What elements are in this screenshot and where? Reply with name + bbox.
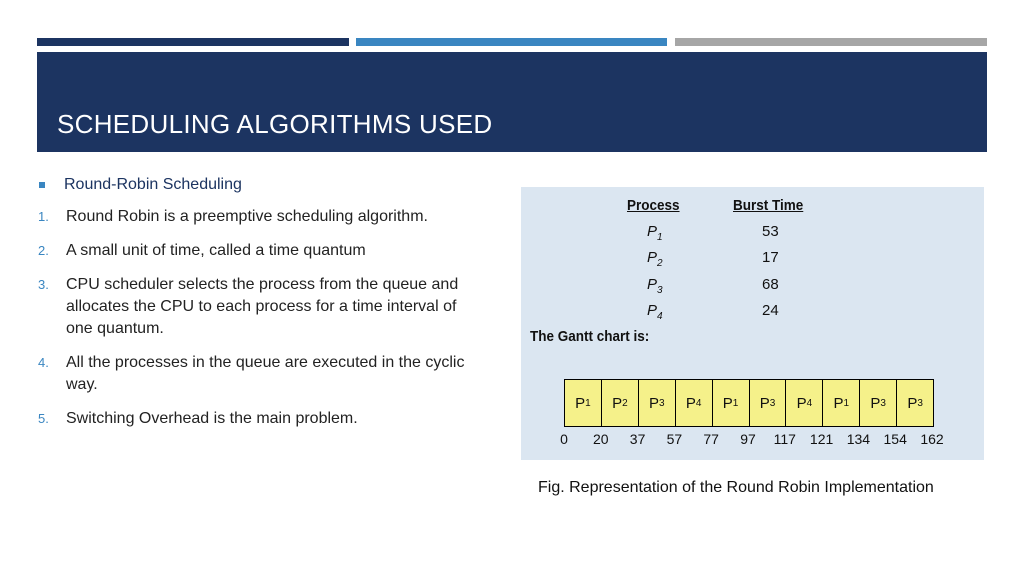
list-item	[38, 274, 478, 340]
process-letter: P	[647, 249, 658, 266]
gantt-process-letter: P	[870, 394, 881, 412]
top-bar-blue	[356, 38, 667, 46]
list-item-number: 2.	[38, 243, 49, 258]
process-letter: P	[647, 276, 658, 293]
bullet-heading	[38, 176, 478, 194]
time-tick: 20	[593, 431, 609, 447]
list-item-text: All the processes in the queue are executed in the cyclic way.	[66, 354, 465, 393]
time-tick: 162	[920, 431, 944, 447]
time-tick: 37	[629, 431, 646, 447]
content-list	[38, 176, 478, 442]
gantt-process-subscript: 1	[585, 397, 591, 409]
list-item-number: 4.	[38, 355, 49, 370]
burst-cell: 68	[762, 276, 779, 293]
title-banner	[37, 52, 987, 152]
gantt-process-letter: P	[685, 394, 696, 412]
time-tick: 97	[740, 431, 756, 447]
round-robin-figure	[521, 187, 984, 460]
gantt-process-subscript: 2	[622, 397, 628, 409]
bullet-heading-text: Round-Robin Scheduling	[64, 176, 242, 193]
time-tick: 134	[846, 431, 871, 447]
square-bullet-icon	[39, 182, 45, 188]
gantt-process-letter: P	[612, 394, 623, 412]
gantt-cell	[823, 380, 860, 426]
gantt-process-subscript: 3	[769, 397, 776, 409]
process-subscript: 4	[657, 311, 663, 322]
gantt-cell	[897, 380, 933, 426]
slide-title: SCHEDULING ALGORITHMS USED	[57, 109, 493, 139]
gantt-process-subscript: 3	[880, 397, 886, 409]
process-table	[521, 187, 984, 322]
gantt-process-subscript: 3	[917, 397, 923, 409]
gantt-cell	[676, 380, 713, 426]
time-tick: 77	[703, 431, 719, 447]
list-item-text: CPU scheduler selects the process from the queue and allocates the CPU to each process for a time interval of one quantum.	[66, 276, 459, 337]
burst-cell: 24	[762, 302, 779, 319]
numbered-list	[38, 206, 478, 430]
time-tick: 0	[560, 431, 568, 447]
gantt-process-letter: P	[648, 394, 659, 412]
list-item-number: 3.	[38, 277, 49, 292]
gantt-cell	[713, 380, 750, 426]
gantt-process-subscript: 3	[658, 397, 665, 409]
process-cell	[647, 302, 663, 322]
figure-caption: Fig. Representation of the Round Robin Implementation	[538, 479, 934, 496]
gantt-process-letter: P	[722, 394, 733, 412]
process-cell	[647, 276, 663, 296]
gantt-process-subscript: 1	[843, 397, 850, 409]
burst-cell: 53	[762, 223, 779, 240]
top-bar-gray	[675, 38, 987, 46]
gantt-process-letter: P	[759, 394, 770, 412]
gantt-cell	[750, 380, 787, 426]
time-tick: 154	[883, 431, 907, 447]
process-cell	[647, 223, 663, 243]
gantt-process-subscript: 1	[732, 397, 739, 409]
list-item-text: A small unit of time, called a time quantum	[66, 242, 366, 259]
process-subscript: 2	[657, 258, 663, 269]
list-item	[38, 408, 478, 430]
process-subscript: 1	[657, 232, 663, 243]
gantt-cell	[565, 380, 602, 426]
process-letter: P	[647, 223, 658, 240]
top-bar-navy	[37, 38, 349, 46]
process-cell	[647, 249, 663, 269]
process-header: Process	[627, 197, 680, 214]
time-tick: 121	[809, 431, 834, 447]
burst-cell: 17	[762, 249, 779, 266]
list-item-number: 5.	[38, 411, 49, 426]
gantt-process-subscript: 4	[695, 397, 702, 409]
process-letter: P	[647, 302, 658, 319]
list-item	[38, 206, 478, 228]
gantt-cell	[639, 380, 676, 426]
gantt-process-subscript: 4	[806, 397, 813, 409]
gantt-label: The Gantt chart is:	[530, 328, 650, 345]
gantt-process-letter: P	[796, 394, 807, 412]
list-item-number: 1.	[38, 209, 49, 224]
gantt-chart	[564, 379, 934, 427]
process-subscript: 3	[657, 285, 663, 296]
list-item	[38, 240, 478, 262]
time-tick: 117	[773, 431, 796, 447]
gantt-cell	[786, 380, 823, 426]
gantt-process-letter: P	[907, 394, 918, 412]
list-item-text: Switching Overhead is the main problem.	[66, 410, 358, 427]
burst-time-header: Burst Time	[733, 197, 804, 214]
list-item-text: Round Robin is a preemptive scheduling algorithm.	[66, 208, 428, 225]
gantt-time-axis	[521, 431, 984, 451]
time-tick: 57	[666, 431, 683, 447]
gantt-cell	[602, 380, 639, 426]
gantt-cell	[860, 380, 897, 426]
gantt-process-letter: P	[833, 394, 844, 412]
gantt-process-letter: P	[575, 394, 586, 412]
list-item	[38, 352, 478, 396]
